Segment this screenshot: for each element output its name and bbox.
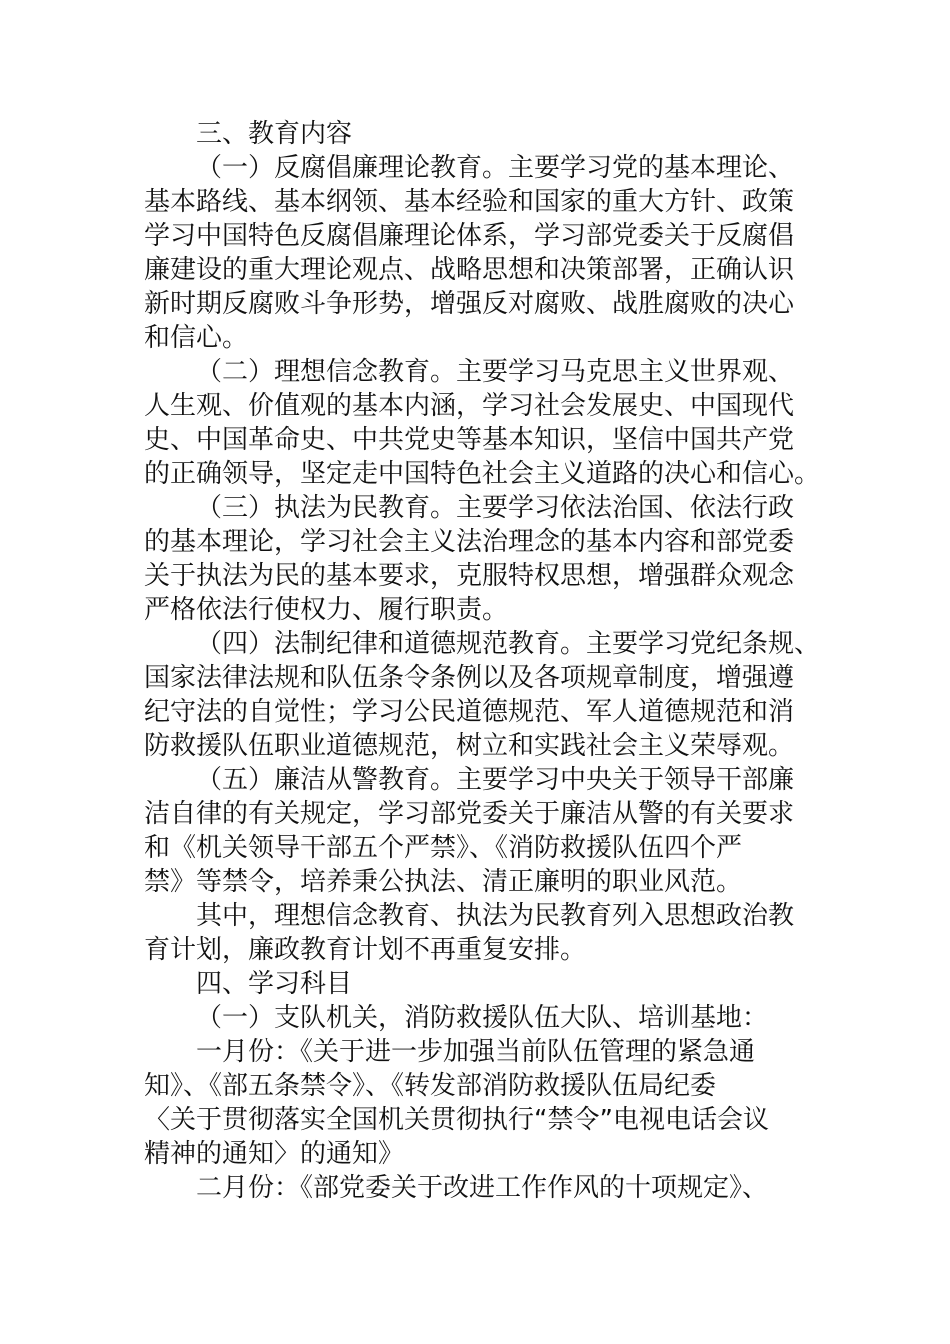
paragraph-line: 的正确领导，坚定走中国特色社会主义道路的决心和信心。 <box>144 459 821 489</box>
paragraph-line: 育计划，廉政教育计划不再重复安排。 <box>144 935 587 965</box>
paragraph-line: 严格依法行使权力、履行职责。 <box>144 595 509 625</box>
paragraph-line: （五）廉洁从警教育。主要学习中央关于领导干部廉 <box>196 765 795 795</box>
paragraph-line: 关于执法为民的基本要求，克服特权思想，增强群众观念 <box>144 561 795 591</box>
paragraph-line: 和《机关领导干部五个严禁》、《消防救援队伍四个严 <box>144 833 743 863</box>
paragraph-line: 一月份：《关于进一步加强当前队伍管理的紧急通 <box>196 1037 756 1067</box>
paragraph-line: 纪守法的自觉性；学习公民道德规范、军人道德规范和消 <box>144 697 795 727</box>
paragraph-line: 精神的通知〉的通知》 <box>144 1139 405 1169</box>
paragraph-line: 廉建设的重大理论观点、战略思想和决策部署，正确认识 <box>144 255 795 285</box>
paragraph-line: 基本路线、基本纲领、基本经验和国家的重大方针、政策 <box>144 187 795 217</box>
paragraph-line: 禁》等禁令，培养秉公执法、清正廉明的职业风范。 <box>144 867 743 897</box>
paragraph-line: 其中，理想信念教育、执法为民教育列入思想政治教 <box>196 901 795 931</box>
paragraph-line: 的基本理论，学习社会主义法治理念的基本内容和部党委 <box>144 527 795 557</box>
paragraph-line: 防救援队伍职业道德规范，树立和实践社会主义荣辱观。 <box>144 731 795 761</box>
section-heading-study-subjects: 四、学习科目 <box>196 969 353 999</box>
paragraph-line: 〈关于贯彻落实全国机关贯彻执行“禁令”电视电话会议 <box>144 1105 769 1135</box>
paragraph-line: （一）反腐倡廉理论教育。主要学习党的基本理论、 <box>196 153 795 183</box>
paragraph-line: 知》、《部五条禁令》、《转发部消防救援队伍局纪委 <box>144 1071 717 1101</box>
section-heading-education-content: 三、教育内容 <box>196 119 353 149</box>
paragraph-line: 史、中国革命史、中共党史等基本知识，坚信中国共产党 <box>144 425 795 455</box>
paragraph-line: 人生观、价值观的基本内涵，学习社会发展史、中国现代 <box>144 391 795 421</box>
paragraph-line: 学习中国特色反腐倡廉理论体系，学习部党委关于反腐倡 <box>144 221 795 251</box>
paragraph-line: （三）执法为民教育。主要学习依法治国、依法行政 <box>196 493 795 523</box>
paragraph-line: 和信心。 <box>144 323 249 353</box>
paragraph-line: （二）理想信念教育。主要学习马克思主义世界观、 <box>196 357 795 387</box>
paragraph-line: （四）法制纪律和道德规范教育。主要学习党纪条规、 <box>196 629 821 659</box>
document-page <box>144 117 821 1205</box>
paragraph-line: 新时期反腐败斗争形势，增强反对腐败、战胜腐败的决心 <box>144 289 795 319</box>
paragraph-line: 国家法律法规和队伍条令条例以及各项规章制度，增强遵 <box>144 663 795 693</box>
paragraph-line: 洁自律的有关规定，学习部党委关于廉洁从警的有关要求 <box>144 799 795 829</box>
paragraph-line: （一）支队机关，消防救援队伍大队、培训基地： <box>196 1003 769 1033</box>
paragraph-line: 二月份：《部党委关于改进工作作风的十项规定》、 <box>196 1173 769 1203</box>
